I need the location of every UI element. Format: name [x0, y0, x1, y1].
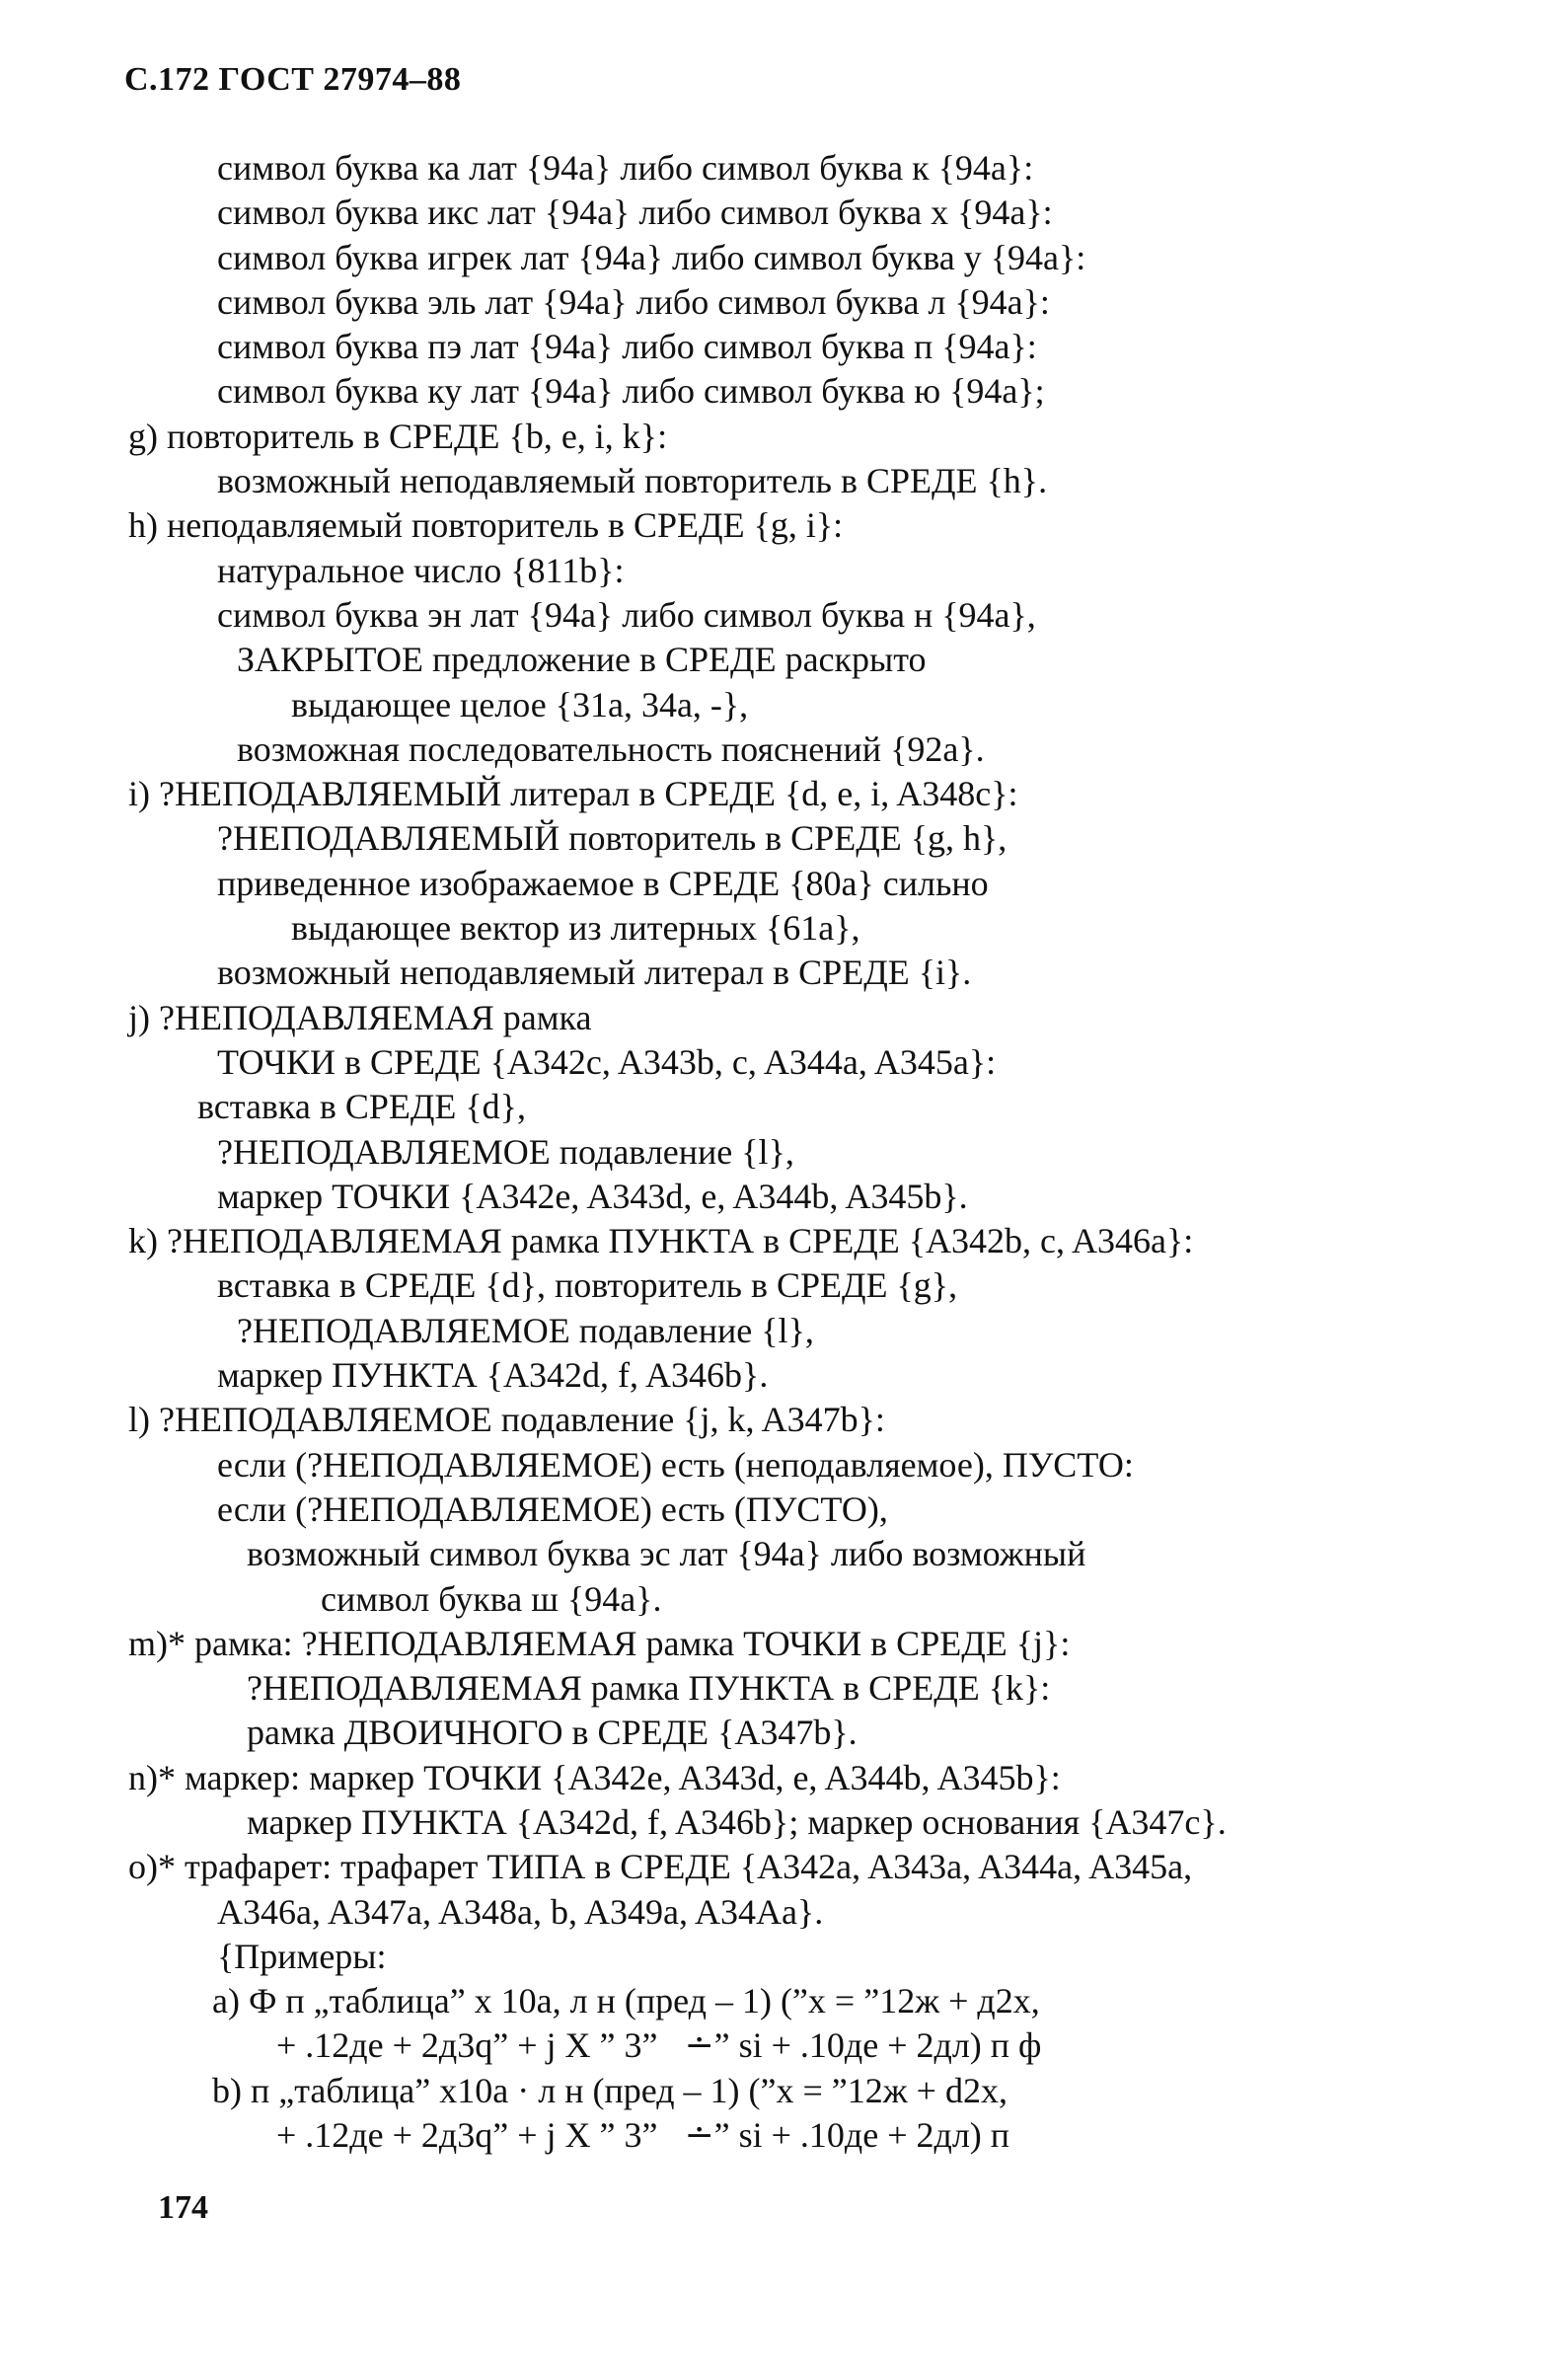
text-line: + .12де + 2д3q” + j X ” 3” ∸” si + .10де + 2дл) п [276, 2115, 1010, 2156]
rule-item-j: j) ?НЕПОДАВЛЯЕМАЯ рамка [128, 997, 592, 1037]
text-line: если (?НЕПОДАВЛЯЕМОЕ) есть (ПУСТО), [217, 1488, 888, 1529]
text-line: ?НЕПОДАВЛЯЕМОЕ подавление {l}, [237, 1310, 814, 1350]
text-line: символ буква пэ лат {94а} либо символ буква п {94а}: [217, 327, 1037, 367]
text-line: маркер ПУНКТА {A342d, f, A346b}; маркер основания {A347c}. [247, 1801, 1227, 1842]
document-body [0, 146, 1568, 2158]
rule-item-o: o)* трафарет: трафарет ТИПА в СРЕДЕ {A342a, A343a, A344a, A345a, [128, 1847, 1193, 1887]
text-line: символ буква ка лат {94а} либо символ буква к {94а}: [217, 148, 1034, 188]
text-line: вставка в СРЕДЕ {d}, [197, 1087, 526, 1127]
text-line: возможный символ буква эс лат {94а} либо возможный [247, 1534, 1086, 1574]
text-line: ТОЧКИ в СРЕДЕ {A342c, A343b, c, A344a, A345a}: [217, 1041, 997, 1082]
rule-item-k: k) ?НЕПОДАВЛЯЕМАЯ рамка ПУНКТА в СРЕДЕ {A342b, c, A346a}: [128, 1221, 1194, 1261]
text-line: натуральное число {811b}: [217, 550, 625, 590]
text-line: символ буква икс лат {94а} либо символ буква х {94а}: [217, 192, 1053, 233]
rule-item-h: h) неподавляемый повторитель в СРЕДЕ {g, i}: [128, 505, 844, 546]
text-line: если (?НЕПОДАВЛЯЕМОЕ) есть (неподавляемое), ПУСТО: [217, 1444, 1134, 1485]
text-line: приведенное изображаемое в СРЕДЕ {80а} сильно [217, 863, 989, 903]
examples-heading: {Примеры: [217, 1936, 387, 1976]
text-line: символ буква ш {94а}. [321, 1578, 662, 1619]
example-a: a) Ф п „таблица” х 10а, л н (пред – 1) (”х = ”12ж + д2х, [212, 1981, 1040, 2021]
example-b: b) п „таблица” х10а · л н (пред – 1) (”х = ”12ж + d2x, [212, 2070, 1008, 2110]
text-line: ?НЕПОДАВЛЯЕМЫЙ повторитель в СРЕДЕ {g, h}, [217, 818, 1008, 859]
rule-item-m: m)* рамка: ?НЕПОДАВЛЯЕМАЯ рамка ТОЧКИ в СРЕДЕ {j}: [128, 1623, 1071, 1663]
text-line: символ буква эн лат {94а} либо символ буква н {94а}, [217, 594, 1036, 635]
text-line: символ буква игрек лат {94а} либо символ буква у {94а}: [217, 237, 1086, 277]
rule-item-l: l) ?НЕПОДАВЛЯЕМОЕ подавление {j, k, A347b}: [128, 1400, 885, 1440]
text-line: вставка в СРЕДЕ {d}, повторитель в СРЕДЕ {g}, [217, 1265, 958, 1306]
text-line: символ буква эль лат {94а} либо символ буква л {94а}: [217, 281, 1050, 322]
text-line: ЗАКРЫТОЕ предложение в СРЕДЕ раскрыто [237, 640, 927, 680]
rule-item-n: n)* маркер: маркер ТОЧКИ {A342e, A343d, e, A344b, A345b}: [128, 1757, 1061, 1797]
text-line: + .12де + 2д3q” + j X ” 3” ∸” si + .10де + 2дл) п ф [276, 2025, 1042, 2066]
text-line: ?НЕПОДАВЛЯЕМАЯ рамка ПУНКТА в СРЕДЕ {k}: [247, 1668, 1051, 1709]
text-line: ?НЕПОДАВЛЯЕМОЕ подавление {l}, [217, 1131, 794, 1172]
text-line: A346a, A347a, A348a, b, A349a, A34Aa}. [217, 1891, 824, 1932]
page-header: С.172 ГОСТ 27974–88 [124, 61, 462, 98]
text-line: выдающее целое {31а, 34а, -}, [291, 684, 749, 724]
text-line: возможная последовательность пояснений {92а}. [237, 728, 985, 769]
text-line: возможный неподавляемый литерал в СРЕДЕ {i}. [217, 953, 972, 993]
text-line: выдающее вектор из литерных {61а}, [291, 908, 860, 949]
text-line: маркер ПУНКТА {A342d, f, A346b}. [217, 1355, 769, 1396]
text-line: символ буква ку лат {94а} либо символ буква ю {94а}; [217, 371, 1045, 412]
text-line: рамка ДВОИЧНОГО в СРЕДЕ {A347b}. [247, 1713, 858, 1753]
rule-item-i: i) ?НЕПОДАВЛЯЕМЫЙ литерал в СРЕДЕ {d, e, i, A348c}: [128, 774, 1018, 814]
rule-item-g: g) повторитель в СРЕДЕ {b, e, i, k}: [128, 416, 668, 456]
text-line: возможный неподавляемый повторитель в СРЕДЕ {h}. [217, 461, 1048, 501]
page-number: 174 [158, 2189, 208, 2226]
text-line: маркер ТОЧКИ {A342e, A343d, e, A344b, A345b}. [217, 1176, 968, 1216]
